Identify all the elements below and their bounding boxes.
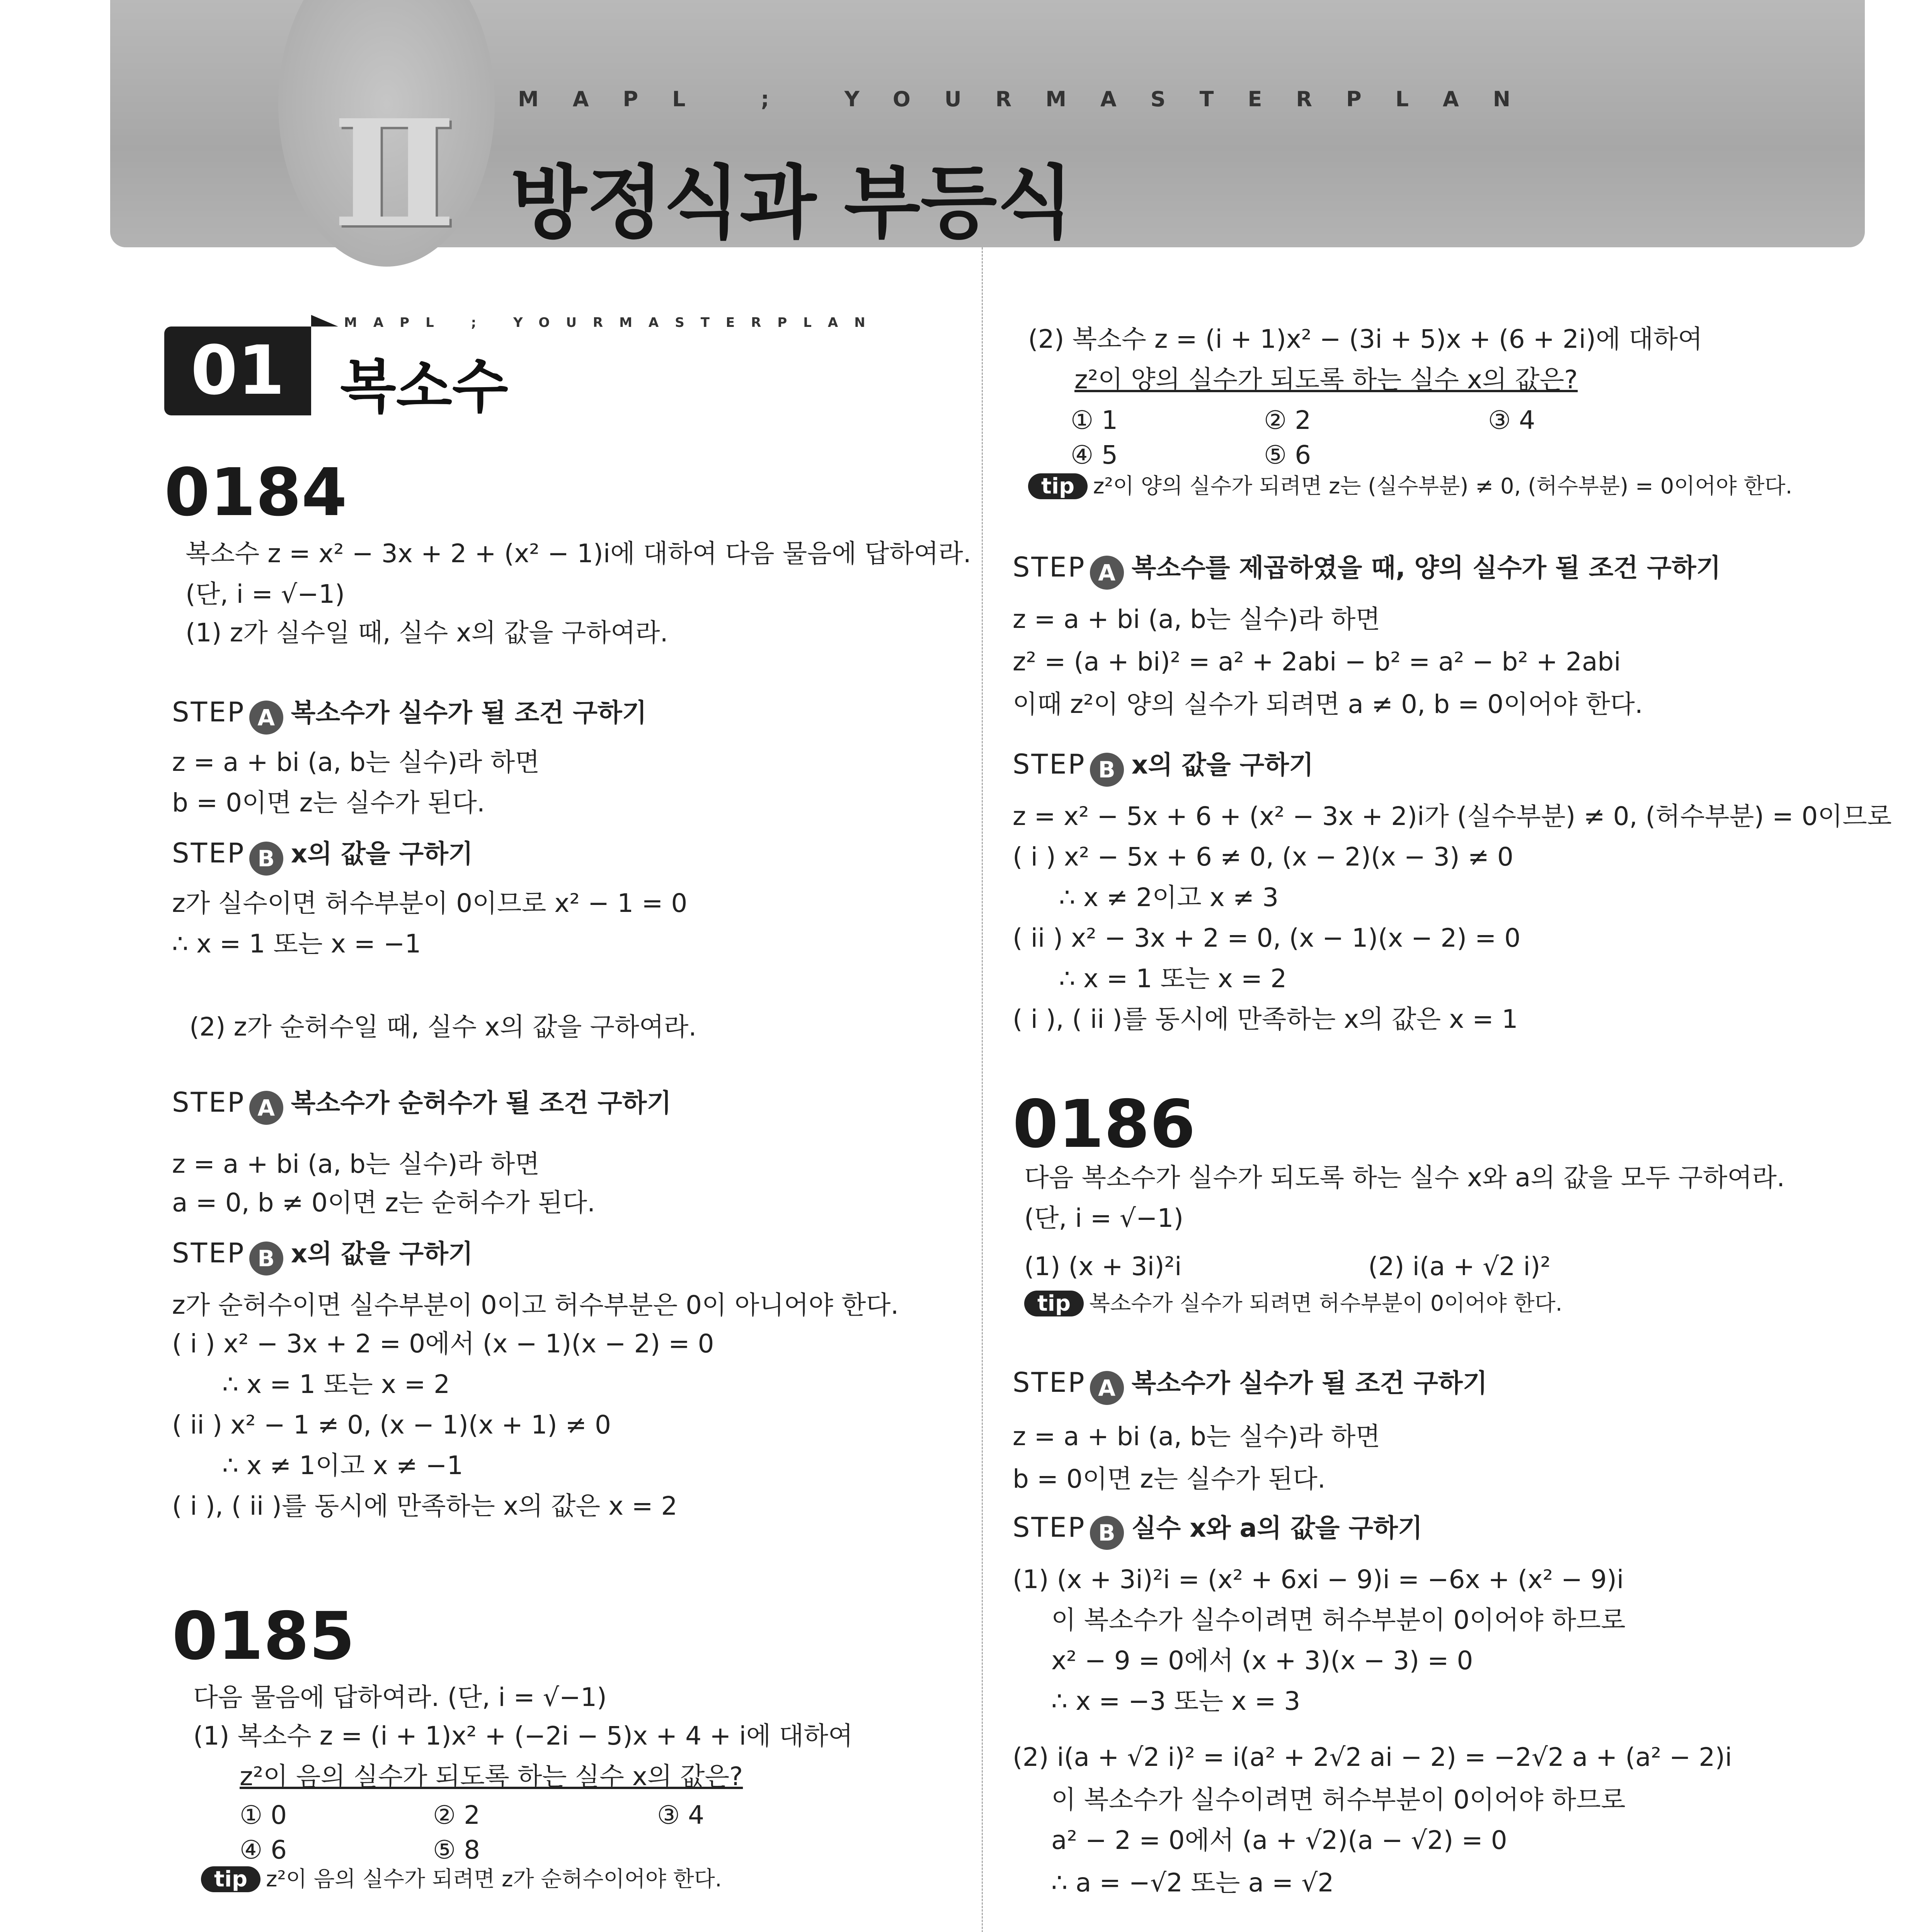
solution-text: z = a + bi (a, b는 실수)라 하면	[172, 1149, 540, 1179]
tip-note	[1024, 1291, 1562, 1316]
choice-1: ① 1	[1071, 405, 1118, 435]
solution-text: x² − 9 = 0에서 (x + 3)(x − 3) = 0	[1051, 1646, 1473, 1675]
step-label: STEP	[1013, 551, 1086, 583]
step-title: x의 값을 구하기	[291, 1239, 473, 1269]
section-title: 복소수	[340, 354, 508, 421]
step-heading	[172, 697, 647, 735]
tip-text: z²이 양의 실수가 되려면 z는 (실수부분) ≠ 0, (허수부분) = 0이어야 한다.	[1093, 474, 1793, 499]
solution-text: a = 0, b ≠ 0이면 z는 순허수가 된다.	[172, 1188, 596, 1218]
step-title: x의 값을 구하기	[1131, 750, 1314, 780]
tip-note	[1028, 473, 1792, 499]
solution-text: ( i ) x² − 3x + 2 = 0에서 (x − 1)(x − 2) = 0	[172, 1329, 714, 1359]
solution-text: 이 복소수가 실수이려면 허수부분이 0이어야 하므로	[1051, 1605, 1626, 1635]
choice-3: ③ 4	[657, 1800, 705, 1830]
problem-text: z²이 음의 실수가 되도록 하는 실수 x의 값은?	[240, 1762, 743, 1791]
step-label: STEP	[172, 1087, 245, 1118]
tip-badge: tip	[1028, 473, 1088, 499]
solution-text: ∴ x = −3 또는 x = 3	[1051, 1686, 1301, 1716]
solution-text: ∴ x = 1 또는 x = −1	[172, 929, 421, 959]
step-title: 복소수를 제곱하였을 때, 양의 실수가 될 조건 구하기	[1131, 553, 1721, 583]
problem-text: 복소수 z = x² − 3x + 2 + (x² − 1)i에 대하여 다음 물음에 답하여라.	[186, 539, 971, 568]
solution-text: z = a + bi (a, b는 실수)라 하면	[1013, 604, 1381, 634]
choice-4: ④ 5	[1071, 440, 1118, 470]
column-divider	[982, 247, 983, 1932]
solution-text: (2) i(a + √2 i)² = i(a² + 2√2 ai − 2) = −2√2 a + (a² − 2)i	[1013, 1742, 1732, 1772]
step-label: STEP	[172, 1237, 245, 1269]
problem-text: (단, i = √−1)	[1024, 1203, 1184, 1233]
banner-tagline: MAPL ; YOURMASTERPLAN	[518, 87, 1544, 111]
solution-text: ( i ), ( ii )를 동시에 만족하는 x의 값은 x = 2	[172, 1491, 678, 1521]
problem-text: (1) z가 실수일 때, 실수 x의 값을 구하여라.	[186, 618, 668, 648]
step-badge: B	[249, 1242, 283, 1276]
solution-text: ∴ a = −√2 또는 a = √2	[1051, 1868, 1334, 1898]
choice-2: ② 2	[1264, 405, 1311, 435]
step-heading	[172, 1238, 473, 1276]
solution-text: ( ii ) x² − 3x + 2 = 0, (x − 1)(x − 2) = 0	[1013, 923, 1521, 953]
chapter-numeral: Ⅱ	[332, 87, 456, 260]
step-badge: B	[1090, 753, 1124, 787]
problem-text: z²이 양의 실수가 되도록 하는 실수 x의 값은?	[1074, 365, 1578, 395]
problem-text: (1) 복소수 z = (i + 1)x² + (−2i − 5)x + 4 + i에 대하여	[193, 1721, 853, 1751]
step-label: STEP	[172, 696, 245, 728]
problem-text: (2) i(a + √2 i)²	[1368, 1252, 1551, 1281]
problem-text: (단, i = √−1)	[186, 579, 345, 609]
step-heading	[1013, 1513, 1422, 1550]
step-title: 실수 x와 a의 값을 구하기	[1131, 1513, 1423, 1543]
step-title: 복소수가 순허수가 될 조건 구하기	[291, 1088, 672, 1118]
step-heading	[1013, 553, 1721, 590]
step-badge: A	[1090, 1371, 1124, 1405]
solution-text: z² = (a + bi)² = a² + 2abi − b² = a² − b² + 2abi	[1013, 647, 1621, 677]
step-label: STEP	[1013, 748, 1086, 780]
solution-text: ( i ), ( ii )를 동시에 만족하는 x의 값은 x = 1	[1013, 1004, 1518, 1034]
problem-text: (2) 복소수 z = (i + 1)x² − (3i + 5)x + (6 + 2i)에 대하여	[1028, 324, 1702, 354]
chapter-banner	[0, 0, 1917, 270]
solution-text: 이 복소수가 실수이려면 허수부분이 0이어야 하므로	[1051, 1785, 1626, 1815]
problem-text: (2) z가 순허수일 때, 실수 x의 값을 구하여라.	[189, 1012, 697, 1042]
solution-text: b = 0이면 z는 실수가 된다.	[1013, 1464, 1326, 1494]
section-badge-tab	[311, 315, 338, 327]
step-heading	[1013, 750, 1314, 787]
section-number-badge: 01	[164, 327, 311, 415]
step-badge: B	[1090, 1516, 1124, 1550]
solution-text: ∴ x = 1 또는 x = 2	[1059, 964, 1287, 993]
solution-text: ∴ x = 1 또는 x = 2	[222, 1369, 450, 1399]
choice-1: ① 0	[240, 1800, 287, 1830]
tip-text: 복소수가 실수가 되려면 허수부분이 0이어야 한다.	[1089, 1291, 1563, 1316]
solution-text: z가 실수이면 허수부분이 0이므로 x² − 1 = 0	[172, 888, 688, 918]
solution-text: z = a + bi (a, b는 실수)라 하면	[172, 747, 540, 777]
step-heading	[172, 838, 473, 876]
solution-text: z가 순허수이면 실수부분이 0이고 허수부분은 0이 아니어야 한다.	[172, 1290, 899, 1320]
solution-text: ∴ x ≠ 1이고 x ≠ −1	[222, 1451, 463, 1480]
solution-text: ( i ) x² − 5x + 6 ≠ 0, (x − 2)(x − 3) ≠ 0	[1013, 842, 1514, 872]
solution-text: ∴ x ≠ 2이고 x ≠ 3	[1059, 883, 1279, 912]
solution-text: z = a + bi (a, b는 실수)라 하면	[1013, 1422, 1381, 1451]
solution-text: (1) (x + 3i)²i = (x² + 6xi − 9)i = −6x + (x² − 9)i	[1013, 1565, 1624, 1594]
problem-number: 0185	[172, 1598, 355, 1675]
step-badge: A	[249, 701, 283, 735]
choice-4: ④ 6	[240, 1835, 287, 1865]
choice-5: ⑤ 6	[1264, 440, 1311, 470]
step-label: STEP	[172, 837, 245, 869]
choice-5: ⑤ 8	[433, 1835, 480, 1865]
step-title: 복소수가 실수가 될 조건 구하기	[291, 698, 647, 728]
problem-number: 0186	[1013, 1086, 1196, 1163]
step-title: 복소수가 실수가 될 조건 구하기	[1131, 1368, 1488, 1398]
choice-2: ② 2	[433, 1800, 480, 1830]
tip-text: z²이 음의 실수가 되려면 z가 순허수이어야 한다.	[266, 1867, 722, 1892]
chapter-title: 방정식과 부등식	[510, 157, 1074, 249]
problem-text: 다음 물음에 답하여라. (단, i = √−1)	[193, 1682, 607, 1712]
problem-text: 다음 복소수가 실수가 되도록 하는 실수 x와 a의 값을 모두 구하여라.	[1024, 1163, 1785, 1192]
choice-3: ③ 4	[1488, 405, 1536, 435]
solution-text: z = x² − 5x + 6 + (x² − 3x + 2)i가 (실수부분) ≠ 0, (허수부분) = 0이므로	[1013, 801, 1892, 831]
step-heading	[172, 1088, 671, 1125]
solution-text: a² − 2 = 0에서 (a + √2)(a − √2) = 0	[1051, 1825, 1507, 1855]
section-tagline: MAPL ; YOURMASTERPLAN	[344, 315, 882, 330]
step-heading	[1013, 1368, 1487, 1405]
step-title: x의 값을 구하기	[291, 839, 473, 869]
tip-badge: tip	[1024, 1291, 1084, 1316]
step-badge: B	[249, 842, 283, 876]
solution-text: ( ii ) x² − 1 ≠ 0, (x − 1)(x + 1) ≠ 0	[172, 1410, 611, 1440]
step-label: STEP	[1013, 1512, 1086, 1543]
step-badge: A	[1090, 556, 1124, 590]
tip-note	[201, 1866, 722, 1892]
step-badge: A	[249, 1091, 283, 1125]
problem-text: (1) (x + 3i)²i	[1024, 1252, 1182, 1281]
problem-number: 0184	[164, 454, 347, 531]
solution-text: b = 0이면 z는 실수가 된다.	[172, 788, 485, 818]
tip-badge: tip	[201, 1866, 260, 1892]
step-label: STEP	[1013, 1367, 1086, 1398]
solution-text: 이때 z²이 양의 실수가 되려면 a ≠ 0, b = 0이어야 한다.	[1013, 689, 1643, 719]
